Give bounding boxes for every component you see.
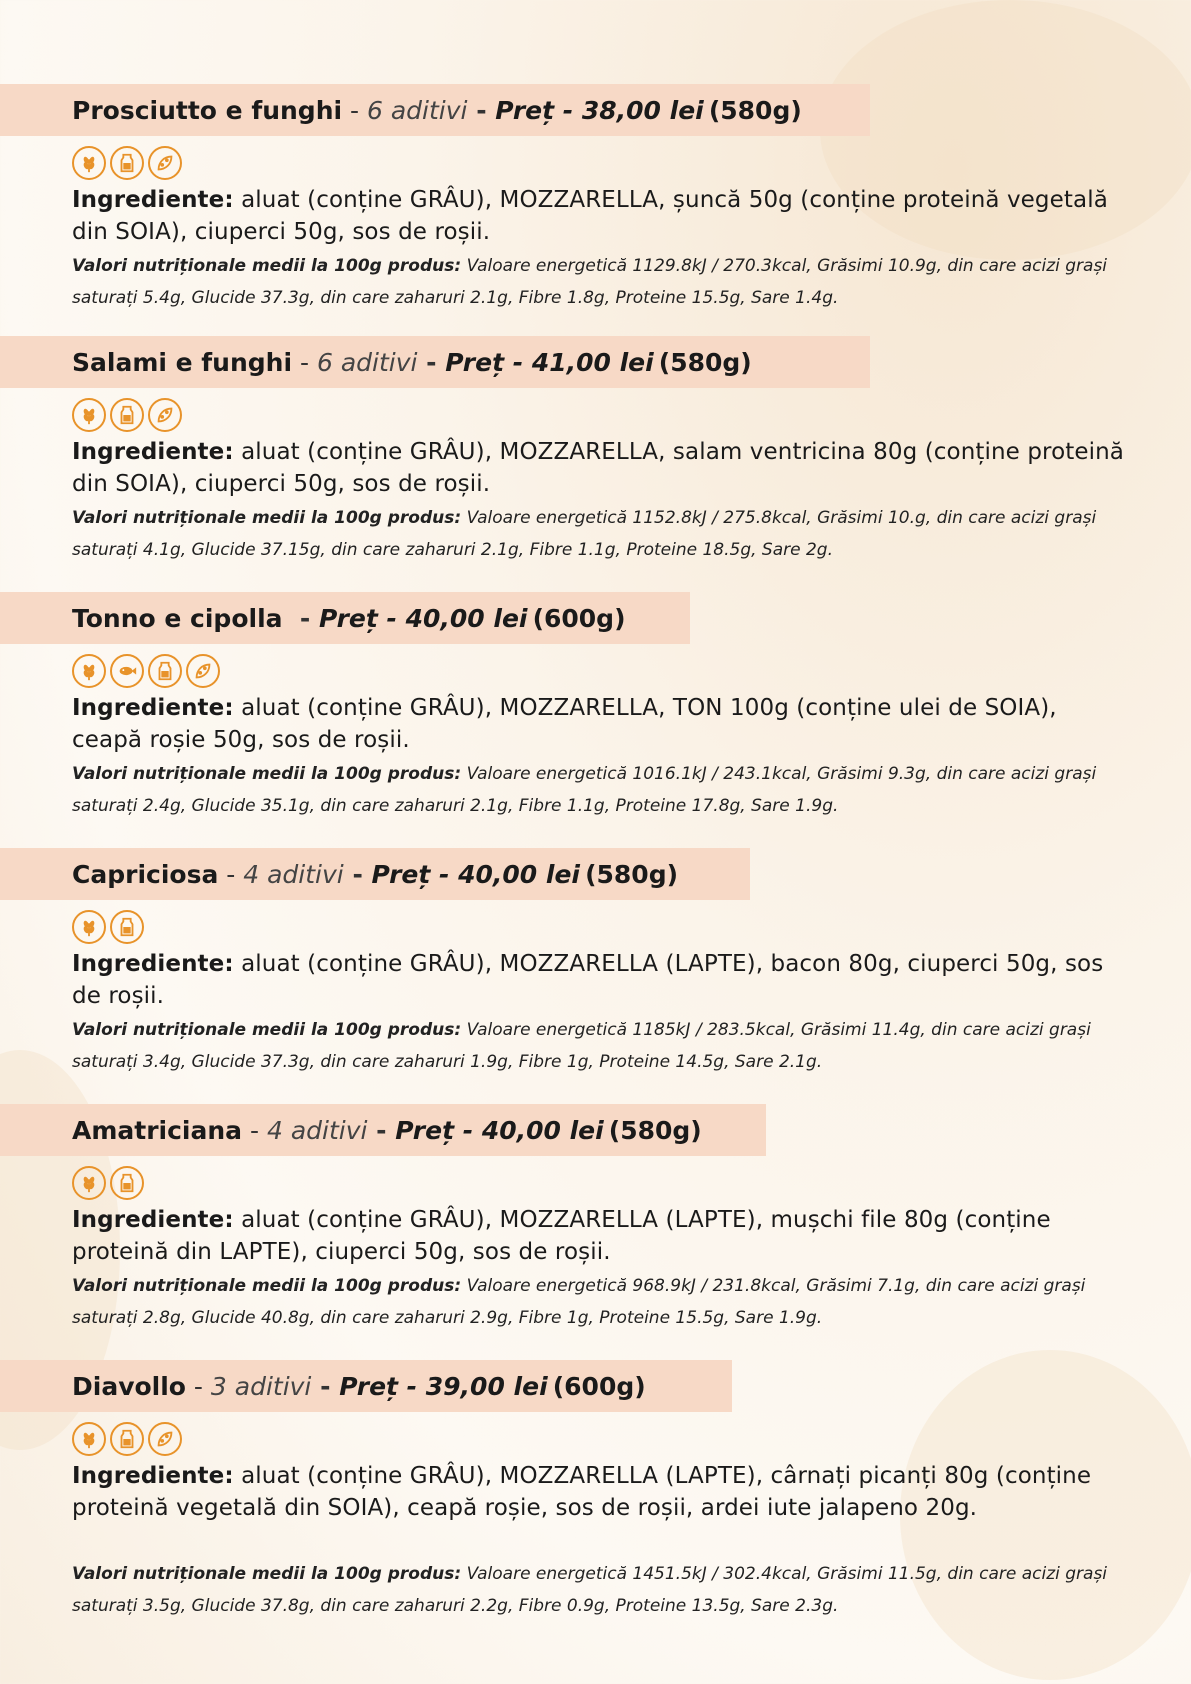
item-nutrition: Valori nutriționale medii la 100g produs: Valoare energetică 968.9kJ / 231.8kcal, Grăsimi 7.1g, din care acizi grași saturați 2.8g, Glucide 40.8g, din care zaharuri 2.9g, Fibre 1g, Proteine 15.5g, Sare 1.9g. (72, 1276, 1086, 1328)
allergen-icons (72, 1166, 144, 1200)
item-header-bar: Prosciutto e funghi - 6 aditivi - Preț - 38,00 lei (580g) (0, 84, 870, 136)
item-ingredients: Ingrediente: aluat (conține GRÂU), MOZZARELLA (LAPTE), mușchi file 80g (conține proteină din LAPTE), ciuperci 50g, sos de roșii. (72, 1207, 1051, 1265)
item-ingredients: Ingrediente: aluat (conține GRÂU), MOZZARELLA, salam ventricina 80g (conține proteină din SOIA), ciuperci 50g, sos de roșii. (72, 439, 1124, 497)
soy-icon (148, 146, 182, 180)
item-ingredients: Ingrediente: aluat (conține GRÂU), MOZZARELLA (LAPTE), bacon 80g, ciuperci 50g, sos de roșii. (72, 951, 1104, 1009)
item-nutrition: Valori nutriționale medii la 100g produs: Valoare energetică 1016.1kJ / 243.1kcal, Grăsimi 9.3g, din care acizi grași saturați 2.4g, Glucide 35.1g, din care zaharuri 2.1g, Fibre 1.1g, Proteine 17.8g, Sare 1.9g. (72, 764, 1097, 816)
item-aditivi: 6 aditivi (367, 95, 468, 125)
item-price: Preț - 38,00 lei (495, 95, 704, 125)
item-name: Capriciosa (72, 859, 219, 889)
item-nutrition: Valori nutriționale medii la 100g produs: Valoare energetică 1129.8kJ / 270.3kcal, Grăsimi 10.9g, din care acizi grași saturați 5.4g, Glucide 37.3g, din care zaharuri 2.1g, Fibre 1.8g, Proteine 15.5g, Sare 1.4g. (72, 256, 1108, 308)
item-nutrition: Valori nutriționale medii la 100g produs: Valoare energetică 1185kJ / 283.5kcal, Grăsimi 11.4g, din care acizi grași saturați 3.4g, Glucide 37.3g, din care zaharuri 1.9g, Fibre 1g, Proteine 14.5g, Sare 2.1g. (72, 1020, 1091, 1072)
item-weight: (580g) (708, 95, 802, 125)
item-price: Preț - 39,00 lei (339, 1371, 548, 1401)
milk-icon (110, 1422, 144, 1456)
item-name: Salami e funghi (72, 347, 293, 377)
item-weight: (580g) (585, 859, 679, 889)
item-name: Amatriciana (72, 1115, 243, 1145)
item-aditivi: 4 aditivi (243, 859, 344, 889)
soy-icon (148, 398, 182, 432)
item-weight: (600g) (552, 1371, 646, 1401)
soy-icon (148, 1422, 182, 1456)
soy-icon (186, 654, 220, 688)
allergen-icons (72, 910, 144, 944)
item-ingredients: Ingrediente: aluat (conține GRÂU), MOZZARELLA (LAPTE), cârnați picanți 80g (conține proteină vegetală din SOIA), ceapă roșie, sos de roșii, ardei iute jalapeno 20g. (72, 1463, 1092, 1521)
item-aditivi: 3 aditivi (210, 1371, 312, 1401)
milk-icon (110, 398, 144, 432)
item-aditivi: 4 aditivi (266, 1115, 368, 1145)
allergen-icons (72, 1422, 182, 1456)
milk-icon (110, 146, 144, 180)
fish-icon (110, 654, 144, 688)
item-ingredients: Ingrediente: aluat (conține GRÂU), MOZZARELLA, șuncă 50g (conține proteină vegetală din SOIA), ciuperci 50g, sos de roșii. (72, 187, 1108, 245)
item-header-bar: Capriciosa - 4 aditivi - Preț - 40,00 lei (580g) (0, 848, 750, 900)
item-weight: (580g) (658, 347, 752, 377)
wheat-icon (72, 1166, 106, 1200)
allergen-icons (72, 146, 182, 180)
wheat-icon (72, 146, 106, 180)
wheat-icon (72, 1422, 106, 1456)
item-nutrition: Valori nutriționale medii la 100g produs: Valoare energetică 1152.8kJ / 275.8kcal, Grăsimi 10.g, din care acizi grași saturați 4.1g, Glucide 37.15g, din care zaharuri 2.1g, Fibre 1.1g, Proteine 18.5g, Sare 2g. (72, 508, 1097, 560)
item-name: Prosciutto e funghi (72, 95, 343, 125)
milk-icon (110, 910, 144, 944)
item-name: Diavollo (72, 1371, 186, 1401)
item-aditivi: 6 aditivi (316, 347, 418, 377)
item-weight: (580g) (608, 1115, 702, 1145)
allergen-icons (72, 398, 182, 432)
item-header-bar: Tonno e cipolla - Preț - 40,00 lei (600g) (0, 592, 690, 644)
milk-icon (148, 654, 182, 688)
allergen-icons (72, 654, 220, 688)
milk-icon (110, 1166, 144, 1200)
item-weight: (600g) (532, 603, 626, 633)
item-price: Preț - 40,00 lei (371, 859, 580, 889)
item-nutrition: Valori nutriționale medii la 100g produs: Valoare energetică 1451.5kJ / 302.4kcal, Grăsimi 11.5g, din care acizi grași saturați 3.5g, Glucide 37.8g, din care zaharuri 2.2g, Fibre 0.9g, Proteine 13.5g, Sare 2.3g. (72, 1564, 1108, 1616)
item-header-bar: Amatriciana - 4 aditivi - Preț - 40,00 lei (580g) (0, 1104, 766, 1156)
item-name: Tonno e cipolla (72, 603, 283, 633)
item-price: Preț - 41,00 lei (445, 347, 654, 377)
wheat-icon (72, 654, 106, 688)
wheat-icon (72, 910, 106, 944)
item-ingredients: Ingrediente: aluat (conține GRÂU), MOZZARELLA, TON 100g (conține ulei de SOIA), ceapă roșie 50g, sos de roșii. (72, 695, 1057, 753)
item-header-bar: Diavollo - 3 aditivi - Preț - 39,00 lei (600g) (0, 1360, 732, 1412)
item-price: Preț - 40,00 lei (395, 1115, 604, 1145)
item-price: Preț - 40,00 lei (319, 603, 528, 633)
item-header-bar: Salami e funghi - 6 aditivi - Preț - 41,00 lei (580g) (0, 336, 870, 388)
wheat-icon (72, 398, 106, 432)
